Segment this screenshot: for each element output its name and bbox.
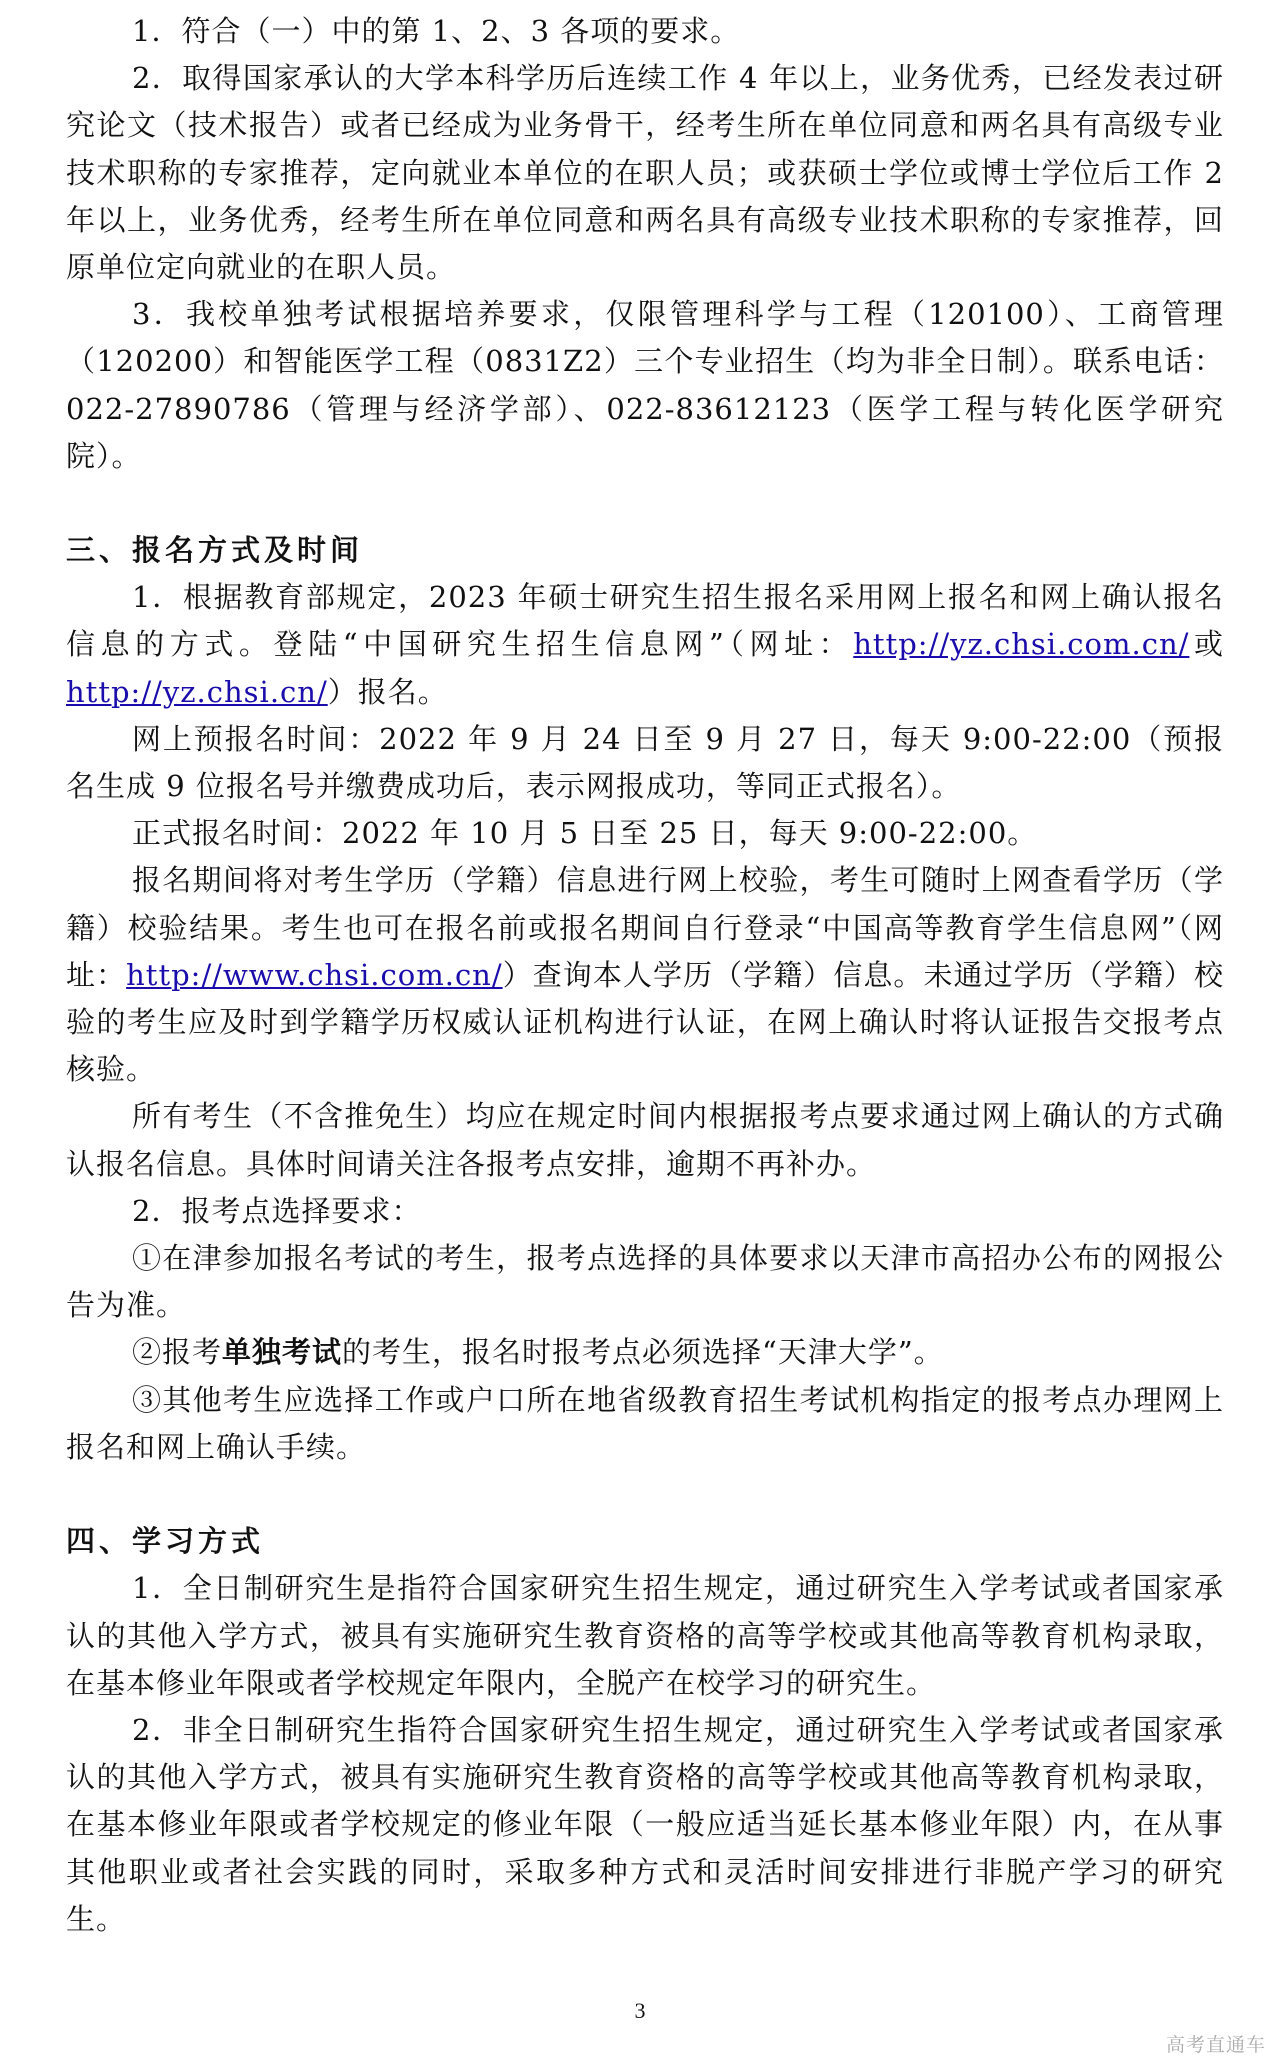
paragraph: 2．取得国家承认的大学本科学历后连续工作 4 年以上，业务优秀，已经发表过研究论文（技术报告）或者已经成为业务骨干，经考生所在单位同意和两名具有高级专业技术职称的专家推荐，定向就业本单位的在职人员；或获硕士学位或博士学位后工作 2 年以上，业务优秀，经考生所在单位同意和两名具有高级专业技术职称的专家推荐，回原单位定向就业的在职人员。 [66, 61, 1224, 285]
paragraph: 2．报考点选择要求： [132, 1193, 422, 1228]
paragraph: 1．根据教育部规定，2023 年硕士研究生招生报名采用网上报名和网上确认报名信息的方式。登陆“中国研究生招生信息网”（网址：http://yz.chsi.com.cn/或http://yz.chsi.cn/）报名。 [66, 580, 1224, 709]
paragraph: 网上预报名时间：2022 年 9 月 24 日至 9 月 27 日，每天 9:00-22:00（预报名生成 9 位报名号并缴费成功后，表示网报成功，等同正式报名）。 [66, 721, 1224, 804]
paragraph: 1．全日制研究生是指符合国家研究生招生规定，通过研究生入学考试或者国家承认的其他入学方式，被具有实施研究生教育资格的高等学校或其他高等教育机构录取，在基本修业年限或者学校规定年限内，全脱产在校学习的研究生。 [66, 1571, 1224, 1700]
paragraph: 报名期间将对考生学历（学籍）信息进行网上校验，考生可随时上网查看学历（学籍）校验结果。考生也可在报名前或报名期间自行登录“中国高等教育学生信息网”（网址：http://www.chsi.com.cn/）查询本人学历（学籍）信息。未通过学历（学籍）校验的考生应及时到学籍学历权威认证机构进行认证，在网上确认时将认证报告交报考点核验。 [66, 863, 1224, 1087]
paragraph: 1．符合（一）中的第 1、2、3 各项的要求。 [132, 14, 741, 48]
paragraph: ②报考单独考试的考生，报名时报考点必须选择“天津大学”。 [132, 1335, 944, 1370]
page-number: 3 [634, 1998, 646, 2023]
watermark: 高考直通车 [1165, 2034, 1266, 2056]
link-www-chsi-com-cn[interactable]: http://www.chsi.com.cn/ [126, 957, 503, 992]
paragraph: 2．非全日制研究生指符合国家研究生招生规定，通过研究生入学考试或者国家承认的其他入学方式，被具有实施研究生教育资格的高等学校或其他高等教育机构录取，在基本修业年限或者学校规定的修业年限（一般应适当延长基本修业年限）内，在从事其他职业或者社会实践的同时，采取多种方式和灵活时间安排进行非脱产学习的研究生。 [66, 1712, 1224, 1936]
section-heading: 三、报名方式及时间 [66, 533, 364, 568]
paragraph: 3．我校单独考试根据培养要求，仅限管理科学与工程（120100）、工商管理（120200）和智能医学工程（0831Z2）三个专业招生（均为非全日制）。联系电话：022-27890786（管理与经济学部）、022-83612123（医学工程与转化医学研究院）。 [66, 297, 1224, 473]
paragraph: ①在津参加报名考试的考生，报考点选择的具体要求以天津市高招办公布的网报公告为准。 [66, 1241, 1224, 1323]
document-page [66, 8, 1224, 1943]
paragraph: ③其他考生应选择工作或户口所在地省级教育招生考试机构指定的报考点办理网上报名和网上确认手续。 [66, 1382, 1224, 1464]
bold-text: 单独考试 [222, 1335, 343, 1370]
paragraph: 所有考生（不含推免生）均应在规定时间内根据报考点要求通过网上确认的方式确认报名信息。具体时间请关注各报考点安排，逾期不再补办。 [66, 1099, 1224, 1181]
paragraph: 正式报名时间：2022 年 10 月 5 日至 25 日，每天 9:00-22:00。 [132, 816, 1038, 851]
section-heading: 四、学习方式 [66, 1524, 265, 1559]
link-yz-chsi-cn[interactable]: http://yz.chsi.cn/ [66, 674, 328, 709]
link-yz-chsi-com-cn[interactable]: http://yz.chsi.com.cn/ [853, 627, 1190, 662]
